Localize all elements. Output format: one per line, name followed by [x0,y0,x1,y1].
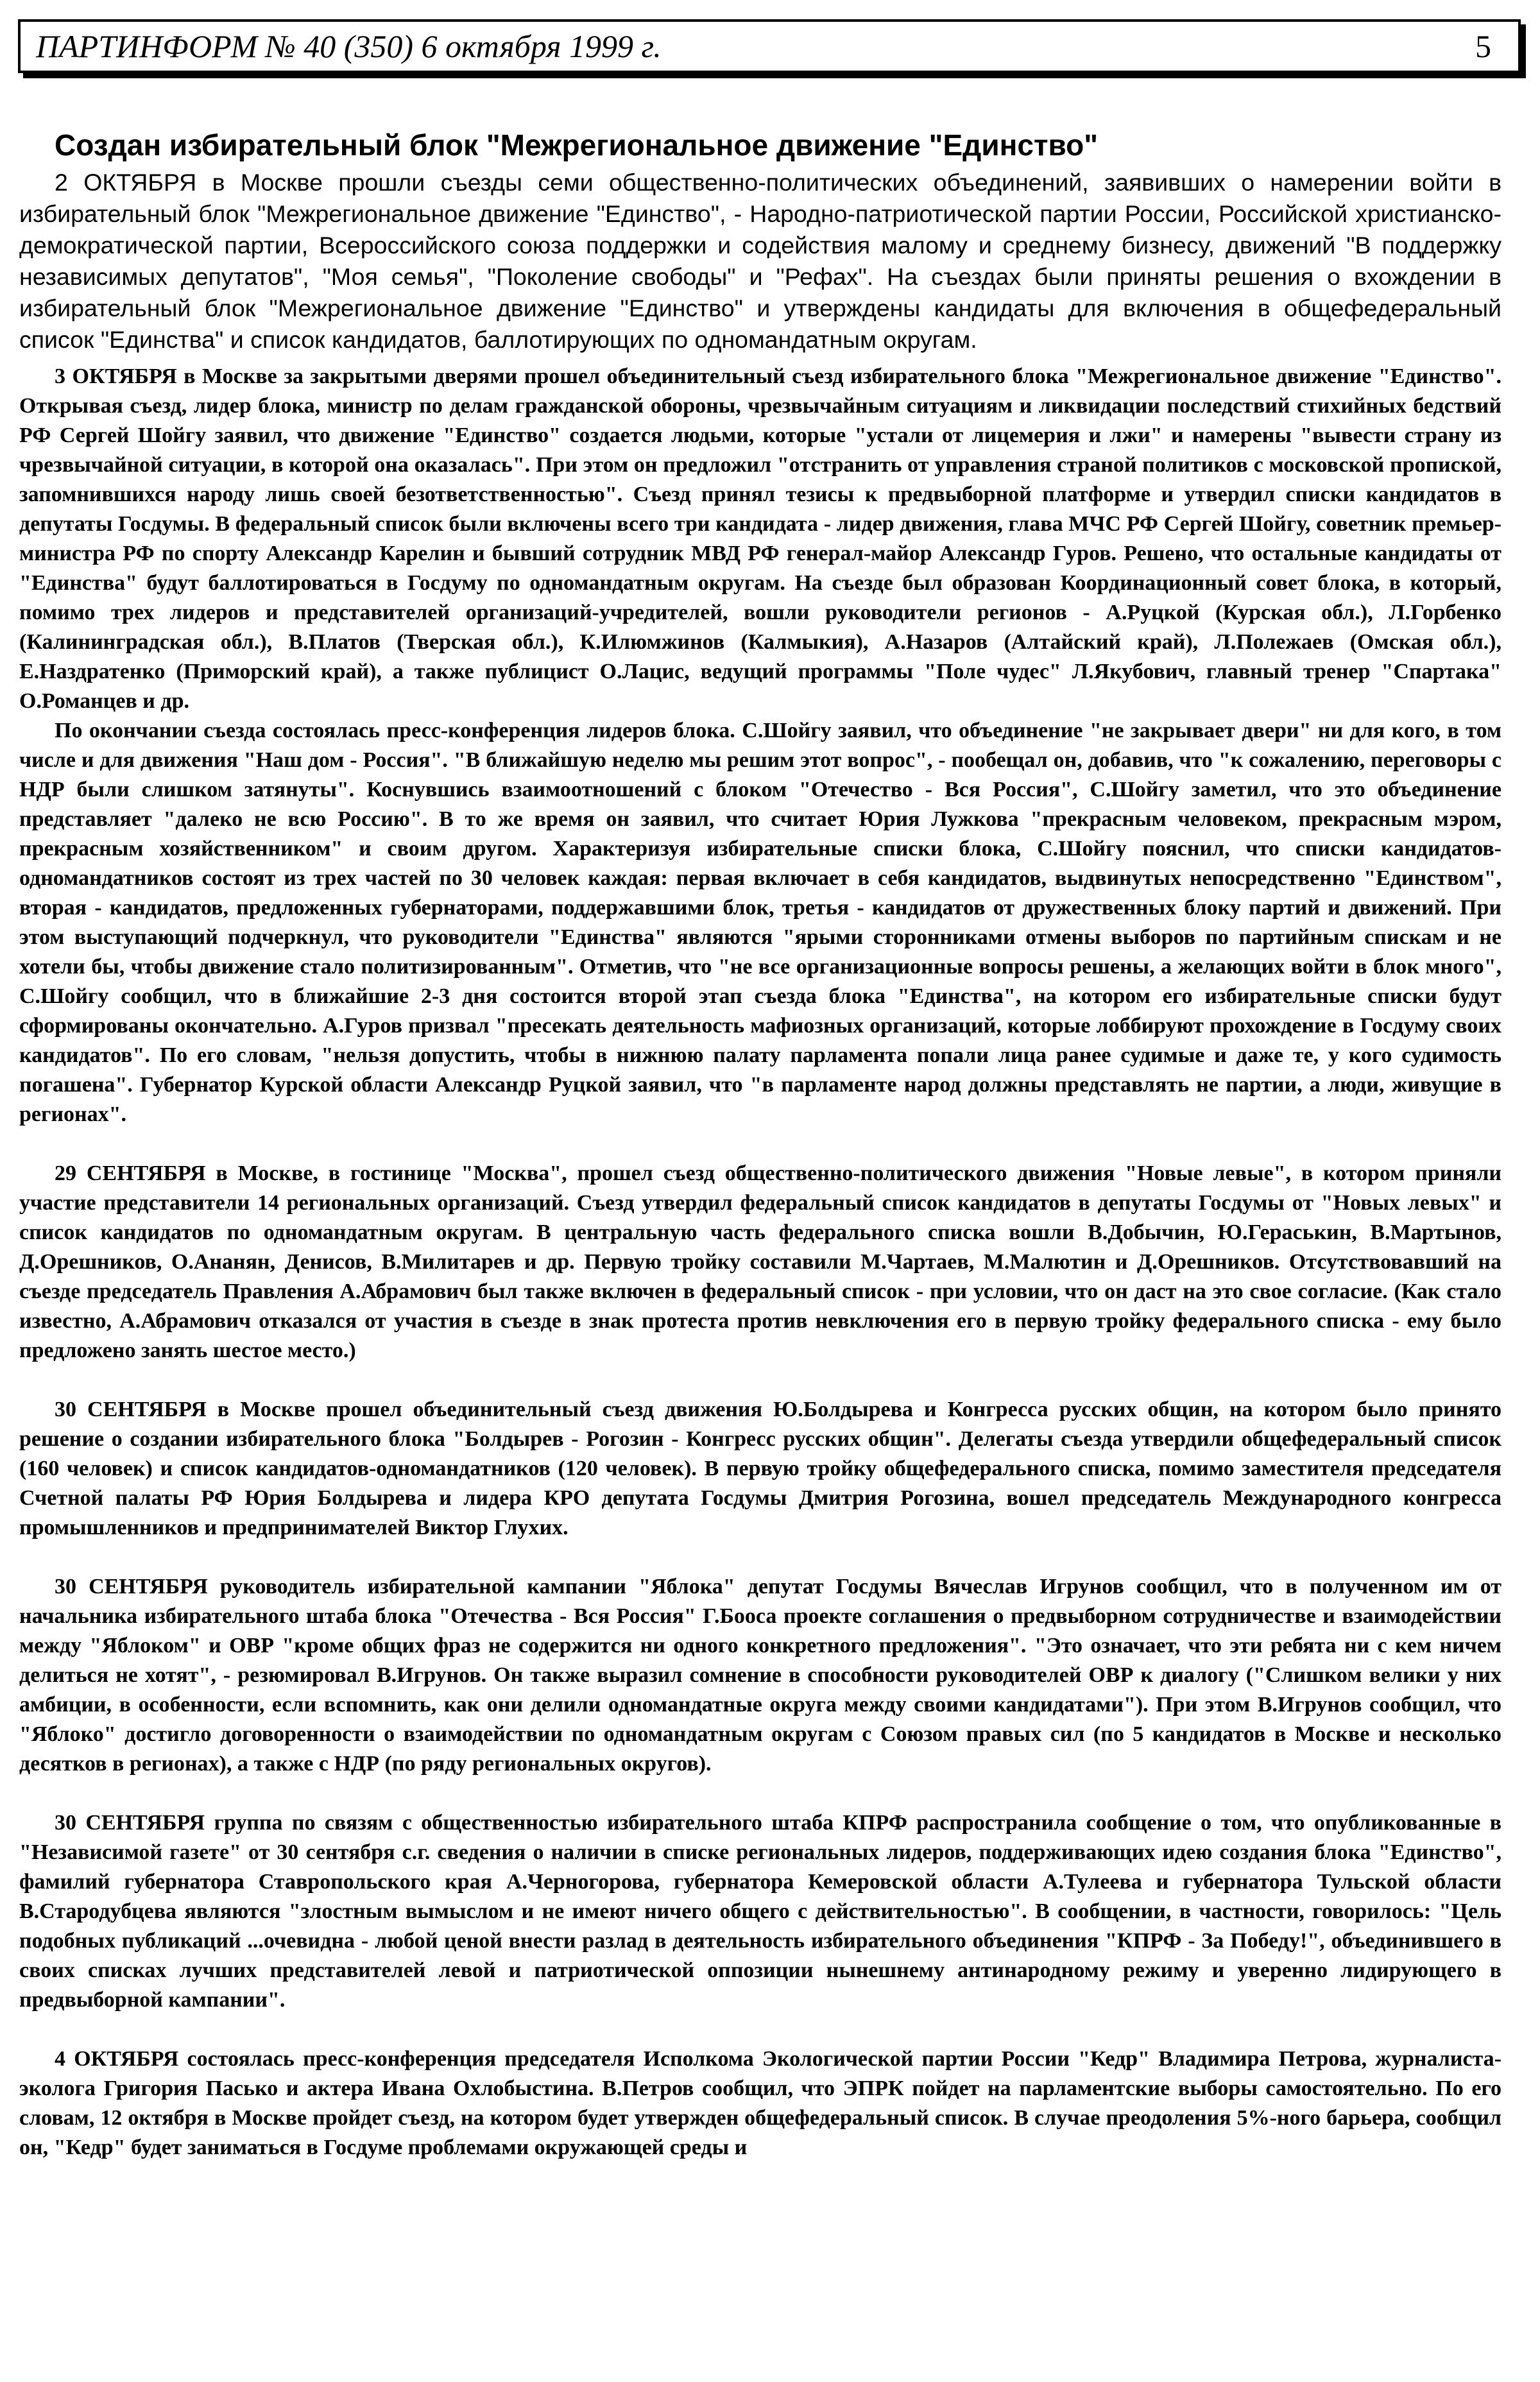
article-paragraph: 30 СЕНТЯБРЯ в Москве прошел объединительный съезд движения Ю.Болдырева и Конгресса русских общин, на котором было принято решение о создании избирательного блока "Болдырев - Рогозин - Конгресс русских общин". Делегаты съезда утвердили общефедеральный список (160 человек) и список кандидатов-одномандатников (120 человек). В первую тройку общефедерального списка, помимо заместителя председателя Счетной палаты РФ Юрия Болдырева и лидера КРО депутата Госдумы Дмитрия Рогозина, вошел председатель Международного конгресса промышленников и предпринимателей Виктор Глухих. [19,1398,1502,1539]
page-header [18,19,1521,73]
article-paragraph: 29 СЕНТЯБРЯ в Москве, в гостинице "Москва", прошел съезд общественно-политического движения "Новые левые", в котором приняли участие представители 14 региональных организаций. Съезд утвердил федеральный список кандидатов в депутаты Госдумы от "Новых левых" и список кандидатов по одномандатным округам. В центральную часть федерального списка вошли В.Добычин, Ю.Гераськин, В.Мартынов, Д.Орешников, О.Ананян, Денисов, В.Милитарев и др. Первую тройку составили М.Чартаев, М.Малютин и Д.Орешников. Отсутствовавший на съезде председатель Правления А.Абрамович был также включен в федеральный список - при условии, что он даст на это свое согласие. (Как стало известно, А.Абрамович отказался от участия в съезде в знак протеста против невключения его в первую тройку федерального списка - ему было предложено занять шестое место.) [19,1161,1502,1362]
article-paragraph: По окончании съезда состоялась пресс-конференция лидеров блока. С.Шойгу заявил, что объединение "не закрывает двери" ни для кого, в том числе и для движения "Наш дом - Россия". "В ближайшую неделю мы решим этот вопрос", - пообещал он, добавив, что "к сожалению, переговоры с НДР были слишком затянуты". Коснувшись взаимоотношений с блоком "Отечество - Вся Россия", С.Шойгу заметил, что это объединение представляет "далеко не всю Россию". В то же время он заявил, что считает Юрия Лужкова "прекрасным человеком, прекрасным мэром, прекрасным хозяйственником" и своим другом. Характеризуя избирательные списки блока, С.Шойгу пояснил, что списки кандидатов-одномандатников состоят из трех частей по 30 человек каждая: первая включает в себя кандидатов, выдвинутых непосредственно "Единством", вторая - кандидатов, предложенных губернаторами, поддержавшими блок, третья - кандидатов от дружественных блоку партий и движений. При этом выступающий подчеркнул, что руководители "Единства" являются "ярыми сторонниками отмены выборов по партийным спискам и не хотели бы, чтобы движение стало политизированным". Отметив, что "не все организационные вопросы решены, а желающих войти в блок много", С.Шойгу сообщил, что в ближайшие 2-3 дня состоится второй этап съезда блока "Единства", на котором его избирательные списки будут сформированы окончательно. А.Гуров призвал "пресекать деятельность мафиозных организаций, которые лоббируют прохождение в Госдуму своих кандидатов". По его словам, "нельзя допустить, чтобы в нижнюю палату парламента попали лица ранее судимые и даже те, у кого судимость погашена". Губернатор Курской области Александр Руцкой заявил, что "в парламенте народ должны представлять не партии, а люди, живущие в регионах". [19,719,1502,1126]
lead-article-text: 2 ОКТЯБРЯ в Москве прошли съезды семи общественно-политических объединений, заявивших о намерении войти в избирательный блок "Межрегиональное движение "Единство", - Народно-патриотической партии России, Российской христианско-демократической партии, Всероссийского союза поддержки и содействия малому и среднему бизнесу, движений "В поддержку независимых депутатов", "Моя семья", "Поколение свободы" и "Рефах". На съездах были приняты решения о вхождении в избирательный блок "Межрегиональное движение "Единство" и утверждены кандидаты для включения в общефедеральный список "Единства" и список кандидатов, баллотирующих по одномандатным округам. [19,169,1502,353]
page-number: 5 [1475,28,1491,64]
article-paragraph: 30 СЕНТЯБРЯ руководитель избирательной кампании "Яблока" депутат Госдумы Вячеслав Игрунов сообщил, что в полученном им от начальника избирательного штаба блока "Отечества - Вся Россия" Г.Бооса проекте соглашения о предвыборном сотрудничестве и взаимодействии между "Яблоком" и ОВР "кроме общих фраз не содержится ни одного конкретного предложения". "Это означает, что эти ребята ни с кем ничем делиться не хотят", - резюмировал В.Игрунов. Он также выразил сомнение в способности руководителей ОВР к диалогу ("Слишком велики у них амбиции, в особенности, если вспомнить, как они делили одномандатные округа между своими кандидатами"). При этом В.Игрунов сообщил, что "Яблоко" достигло договоренности о взаимодействии по одномандатным округам с Союзом правых сил (по 5 кандидатов в Москве и несколько десятков в регионах), а также с НДР (по ряду региональных округов). [19,1575,1502,1776]
article-paragraph: 3 ОКТЯБРЯ в Москве за закрытыми дверями прошел объединительный съезд избирательного блока "Межрегиональное движение "Единство". Открывая съезд, лидер блока, министр по делам гражданской обороны, чрезвычайным ситуациям и ликвидации последствий стихийных бедствий РФ Сергей Шойгу заявил, что движение "Единство" создается людьми, которые "устали от лицемерия и лжи" и намерены "вывести страну из чрезвычайной ситуации, в которой она оказалась". При этом он предложил "отстранить от управления страной политиков с московской пропиской, запомнившихся народу лишь своей безответственностью". Съезд принял тезисы к предвыборной платформе и утвердил списки кандидатов в депутаты Госдумы. В федеральный список были включены всего три кандидата - лидер движения, глава МЧС РФ Сергей Шойгу, советник премьер-министра РФ по спорту Александр Карелин и бывший сотрудник МВД РФ генерал-майор Александр Гуров. Решено, что остальные кандидаты от "Единства" будут баллотироваться в Госдуму по одномандатным округам. На съезде был образован Координационный совет блока, в который, помимо трех лидеров и представителей организаций-учредителей, вошли руководители регионов - А.Руцкой (Курская обл.), Л.Горбенко (Калининградская обл.), В.Платов (Тверская обл.), К.Илюмжинов (Калмыкия), А.Назаров (Алтайский край), Л.Полежаев (Омская обл.), Е.Наздратенко (Приморский край), а также публицист О.Лацис, ведущий программы "Поле чудес" Л.Якубович, главный тренер "Спартака" О.Романцев и др. [19,364,1502,713]
page-content [19,128,1502,2163]
article-paragraph: 4 ОКТЯБРЯ состоялась пресс-конференция председателя Исполкома Экологической партии России "Кедр" Владимира Петрова, журналиста-эколога Григория Пасько и актера Ивана Охлобыстина. В.Петров сообщил, что ЭПРК пойдет на парламентские выборы самостоятельно. По его словам, 12 октября в Москве пройдет съезд, на котором будет утвержден общефедеральный список. В случае преодоления 5%-ного барьера, сообщил он, "Кедр" будет заниматься в Госдуме проблемами окружающей среды и [19,2047,1502,2159]
article-paragraph: 30 СЕНТЯБРЯ группа по связям с общественностью избирательного штаба КПРФ распространила сообщение о том, что опубликованные в "Независимой газете" от 30 сентября с.г. сведения о наличии в списке региональных лидеров, поддерживающих идею создания блока "Единство", фамилий губернатора Ставропольского края А.Черногорова, губернатора Кемеровской области А.Тулеева и губернатора Тульской области В.Стародубцева являются "злостным вымыслом и не имеют ничего общего с действительностью". В сообщении, в частности, говорилось: "Цель подобных публикаций ...очевидна - любой ценой внести разлад в деятельность избирательного объединения "КПРФ - За Победу!", объединившего в своих списках лучших представителей левой и патриотической оппозиции нынешнему антинародному режиму и уверенно лидирующего в предвыборной кампании". [19,1811,1502,2012]
newsletter-issue-title: ПАРТИНФОРМ № 40 (350) 6 октября 1999 г. [36,28,662,64]
lead-article-title: Создан избирательный блок "Межрегиональное движение "Единство" [55,128,1099,162]
